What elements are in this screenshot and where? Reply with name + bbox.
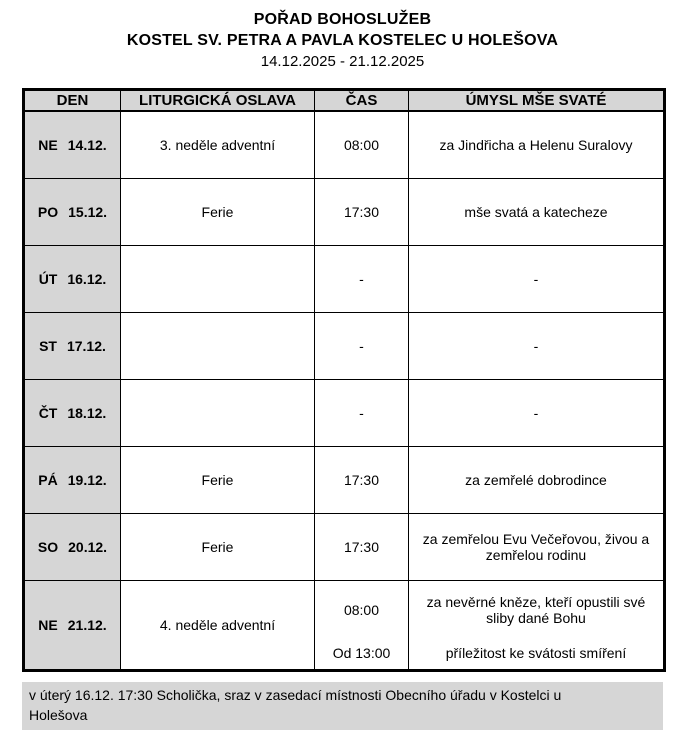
day-date: 20.12.: [68, 538, 108, 555]
celebration-cell: Ferie: [121, 178, 315, 245]
celebration-cell: [121, 379, 315, 446]
schedule-table: [22, 88, 666, 672]
column-header-intention: ÚMYSL MŠE SVATÉ: [409, 90, 665, 112]
column-header-day: DEN: [24, 90, 121, 112]
time-cell-secondary: Od 13:00: [315, 640, 409, 670]
day-cell: [24, 312, 121, 379]
time-cell: -: [315, 379, 409, 446]
title-block: [0, 0, 685, 72]
table-row: [24, 312, 665, 379]
intention-cell: -: [409, 379, 665, 446]
time-cell: -: [315, 312, 409, 379]
day-date: 21.12.: [67, 616, 107, 633]
footer-note-line: v úterý 16.12. 17:30 Scholička, sraz v zasedací místnosti Obecního úřadu v Kostelci u: [29, 686, 562, 703]
intention-cell: mše svatá a katecheze: [409, 178, 665, 245]
celebration-cell: Ferie: [121, 513, 315, 580]
day-date: 16.12.: [67, 270, 107, 287]
day-abbr: PO: [37, 203, 59, 220]
day-abbr: ST: [39, 337, 57, 354]
celebration-cell: [121, 245, 315, 312]
intention-cell: za nevěrné kněze, kteří opustili své sliby dané Bohu: [409, 580, 665, 640]
day-date: 17.12.: [66, 337, 106, 354]
table-row: [24, 446, 665, 513]
day-abbr: ÚT: [38, 270, 58, 287]
celebration-cell: 4. neděle adventní: [121, 580, 315, 670]
table-row: [24, 245, 665, 312]
day-date: 19.12.: [67, 471, 107, 488]
intention-cell: za zemřelé dobrodince: [409, 446, 665, 513]
table-row: [24, 111, 665, 178]
celebration-cell: [121, 312, 315, 379]
day-cell: [24, 446, 121, 513]
day-abbr: SO: [37, 538, 59, 555]
page-title: POŘAD BOHOSLUŽEB: [253, 11, 432, 28]
day-cell: [24, 580, 121, 670]
table-header-row: [24, 90, 665, 112]
church-name: KOSTEL SV. PETRA A PAVLA KOSTELEC U HOLEŠOVA: [126, 32, 559, 49]
time-cell: 17:30: [315, 178, 409, 245]
day-cell: [24, 111, 121, 178]
day-cell: [24, 513, 121, 580]
day-date: 15.12.: [68, 203, 108, 220]
celebration-cell: Ferie: [121, 446, 315, 513]
intention-cell: za zemřelou Evu Večeřovou, živou a zemřelou rodinu: [409, 513, 665, 580]
day-abbr: NE: [38, 616, 58, 633]
footer-note-line: Holešova: [29, 706, 88, 723]
time-cell: 08:00: [315, 580, 409, 640]
day-abbr: PÁ: [38, 471, 58, 488]
time-cell: -: [315, 245, 409, 312]
time-cell: 08:00: [315, 111, 409, 178]
day-cell: [24, 379, 121, 446]
time-cell: 17:30: [315, 446, 409, 513]
day-abbr: ČT: [38, 404, 58, 421]
table-row: [24, 379, 665, 446]
day-cell: [24, 178, 121, 245]
intention-cell: za Jindřicha a Helenu Suralovy: [409, 111, 665, 178]
table-row: [24, 580, 665, 640]
intention-cell: -: [409, 312, 665, 379]
day-date: 18.12.: [67, 404, 107, 421]
day-cell: [24, 245, 121, 312]
time-cell: 17:30: [315, 513, 409, 580]
day-date: 14.12.: [67, 136, 107, 153]
intention-cell-secondary: příležitost ke svátosti smíření: [409, 640, 665, 670]
day-abbr: NE: [38, 136, 58, 153]
intention-cell: -: [409, 245, 665, 312]
column-header-time: ČAS: [315, 90, 409, 112]
footer-note: [22, 682, 663, 730]
table-row: [24, 178, 665, 245]
column-header-celebration: LITURGICKÁ OSLAVA: [121, 90, 315, 112]
date-range: 14.12.2025 - 21.12.2025: [260, 53, 425, 70]
table-row: [24, 513, 665, 580]
celebration-cell: 3. neděle adventní: [121, 111, 315, 178]
